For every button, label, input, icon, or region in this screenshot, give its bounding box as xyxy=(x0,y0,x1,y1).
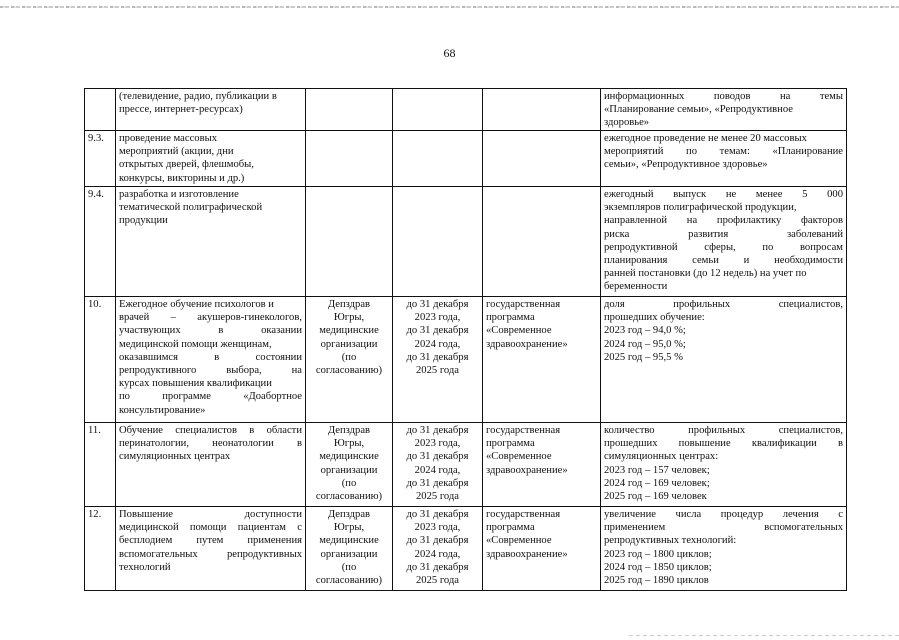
cell-text-line: бесплодием путем применения xyxy=(119,535,302,547)
cell-text-line: программа xyxy=(486,312,535,324)
cell-text-line: технологий xyxy=(119,561,171,573)
row-number-cell: 9.3. xyxy=(85,131,116,187)
cell-text-line: продукции xyxy=(119,215,168,227)
page-number: 68 xyxy=(443,46,456,60)
cell-text-line: курсах повышения квалификации xyxy=(119,378,272,390)
cell-text-line: медицинские xyxy=(319,325,379,337)
cell-text-line: организации xyxy=(320,464,378,476)
funding-source-cell xyxy=(483,187,601,297)
deadline-cell xyxy=(393,297,483,423)
deadline-cell xyxy=(393,507,483,591)
cell-text-line: 2025 год – 1890 циклов xyxy=(604,575,709,587)
cell-text-line: беременности xyxy=(604,281,668,293)
cell-text-line: здравоохранение» xyxy=(486,338,568,350)
cell-text-line: перинатологии, неонатологии в xyxy=(119,438,302,450)
cell-text-line: 2024 года, xyxy=(414,548,461,560)
cell-text-line: организации xyxy=(320,338,378,350)
cell-text-line: разработка и изготовление xyxy=(119,189,239,200)
cell-text-line: 2023 год – 1800 циклов; xyxy=(604,548,712,560)
cell-text-line: до 31 декабря xyxy=(406,451,469,463)
cell-text-line: 2024 года, xyxy=(414,464,461,476)
cell-text-line: симуляционных центрах xyxy=(119,451,231,463)
measure-name-cell xyxy=(116,423,306,507)
cell-text-line: «Современное xyxy=(486,535,552,547)
cell-text-line: экземпляров полиграфической продукции, xyxy=(604,202,797,214)
measures-table xyxy=(84,88,847,591)
cell-text-line: до 31 декабря xyxy=(406,325,469,337)
cell-text-line: государственная xyxy=(486,425,561,436)
cell-text-line: государственная xyxy=(486,299,561,310)
cell-text-line: направленной на профилактику факторов xyxy=(604,215,843,227)
table-row xyxy=(85,187,847,297)
cell-text-line: 2025 года xyxy=(415,491,459,503)
responsible-cell xyxy=(306,423,393,507)
cell-text-line: 2024 года, xyxy=(414,338,461,350)
cell-text-line: прессе, интернет-ресурсах) xyxy=(119,104,243,116)
cell-text-line: открытых дверей, флешмобы, xyxy=(119,159,254,171)
row-number-cell: 12. xyxy=(85,507,116,591)
cell-text-line: 2024 год – 169 человек; xyxy=(604,477,710,489)
cell-text-line: симуляционных центрах: xyxy=(604,451,719,463)
cell-text-line: проведение массовых xyxy=(119,133,217,144)
cell-text-line: репродуктивной сферы, по вопросам xyxy=(604,241,843,253)
deadline-cell xyxy=(393,423,483,507)
cell-text-line: репродуктивного выбора, на xyxy=(119,365,302,377)
cell-text-line: здоровье» xyxy=(604,117,650,129)
cell-text-line: ежегодный выпуск не менее 5 000 xyxy=(604,189,843,200)
cell-text-line: 2023 года, xyxy=(414,312,461,324)
cell-text-line: «Современное xyxy=(486,325,552,337)
cell-text-line: 2023 года, xyxy=(414,438,461,450)
row-number-cell: 11. xyxy=(85,423,116,507)
cell-text-line: риска развития заболеваний xyxy=(604,228,843,240)
cell-text-line: 2023 год – 94,0 %; xyxy=(604,325,686,337)
cell-text-line: (по xyxy=(341,351,357,363)
row-number-cell xyxy=(85,89,116,131)
cell-text-line: прошедших повышение квалификации в xyxy=(604,438,843,450)
table-row xyxy=(85,423,847,507)
cell-text-line: медицинской помощи пациентам с xyxy=(119,522,302,534)
cell-text-line: организации xyxy=(320,548,378,560)
cell-text-line: планирования семьи и необходимости xyxy=(604,255,843,267)
cell-text-line: применением вспомогательных xyxy=(604,522,843,534)
result-indicator-cell xyxy=(601,187,847,297)
funding-source-cell xyxy=(483,131,601,187)
cell-text-line: количество профильных специалистов, xyxy=(604,425,843,436)
cell-text-line: Депздрав xyxy=(327,299,371,310)
cell-text-line: до 31 декабря xyxy=(406,509,469,520)
cell-text-line: конкурсы, викторины и др.) xyxy=(119,172,245,184)
cell-text-line: Югры, xyxy=(333,438,365,450)
funding-source-cell xyxy=(483,297,601,423)
table-row xyxy=(85,297,847,423)
cell-text-line: тематической полиграфической xyxy=(119,202,263,214)
cell-text-line: прошедших обучение: xyxy=(604,312,705,324)
cell-text-line: консультирование» xyxy=(119,404,206,416)
cell-text-line: Югры, xyxy=(333,312,365,324)
cell-text-line: до 31 декабря xyxy=(406,299,469,310)
funding-source-cell xyxy=(483,423,601,507)
cell-text-line: репродуктивных технологий: xyxy=(604,535,737,547)
measure-name-cell xyxy=(116,131,306,187)
cell-text-line: 2024 год – 1850 циклов; xyxy=(604,561,712,573)
deadline-cell xyxy=(393,187,483,297)
cell-text-line: 2023 год – 157 человек; xyxy=(604,464,710,476)
cell-text-line: Депздрав xyxy=(327,509,371,520)
cell-text-line: (телевидение, радио, публикации в xyxy=(119,91,277,102)
cell-text-line: «Современное xyxy=(486,451,552,463)
table-row xyxy=(85,89,847,131)
cell-text-line: Повышение доступности xyxy=(119,509,302,520)
cell-text-line: врачей – акушеров-гинекологов, xyxy=(119,312,302,324)
cell-text-line: 2025 года xyxy=(415,365,459,377)
cell-text-line: программа xyxy=(486,522,535,534)
measure-name-cell xyxy=(116,507,306,591)
cell-text-line: доля профильных специалистов, xyxy=(604,299,843,310)
result-indicator-cell xyxy=(601,131,847,187)
cell-text-line: (по xyxy=(341,477,357,489)
cell-text-line: 2023 года, xyxy=(414,522,461,534)
cell-text-line: здравоохранение» xyxy=(486,548,568,560)
row-number-cell: 9.4. xyxy=(85,187,116,297)
row-number-cell: 10. xyxy=(85,297,116,423)
responsible-cell xyxy=(306,187,393,297)
cell-text-line: Ежегодное обучение психологов и xyxy=(119,299,274,310)
deadline-cell xyxy=(393,89,483,131)
cell-text-line: 2025 год – 169 человек xyxy=(604,491,707,503)
cell-text-line: медицинской помощи женщинам, xyxy=(119,338,272,350)
cell-text-line: медицинские xyxy=(319,451,379,463)
cell-text-line: согласованию) xyxy=(315,365,383,377)
cell-text-line: ранней постановки (до 12 недель) на учет по xyxy=(604,268,807,280)
responsible-cell xyxy=(306,297,393,423)
cell-text-line: Депздрав xyxy=(327,425,371,436)
measure-name-cell xyxy=(116,187,306,297)
cell-text-line: государственная xyxy=(486,509,561,520)
cell-text-line: до 31 декабря xyxy=(406,561,469,573)
cell-text-line: здравоохранение» xyxy=(486,464,568,476)
cell-text-line: (по xyxy=(341,561,357,573)
result-indicator-cell xyxy=(601,297,847,423)
cell-text-line: до 31 декабря xyxy=(406,425,469,436)
measure-name-cell xyxy=(116,297,306,423)
cell-text-line: 2025 год – 95,5 % xyxy=(604,351,683,363)
responsible-cell xyxy=(306,507,393,591)
result-indicator-cell xyxy=(601,507,847,591)
cell-text-line: по программе «Доабортное xyxy=(119,391,302,403)
cell-text-line: ежегодное проведение не менее 20 массовых xyxy=(604,133,807,144)
cell-text-line: медицинские xyxy=(319,535,379,547)
deadline-cell xyxy=(393,131,483,187)
responsible-cell xyxy=(306,89,393,131)
cell-text-line: 2025 года xyxy=(415,575,459,587)
table-row xyxy=(85,131,847,187)
scan-edge-bottom xyxy=(629,635,899,636)
measure-name-cell xyxy=(116,89,306,131)
funding-source-cell xyxy=(483,89,601,131)
cell-text-line: семьи», «Репродуктивное здоровье» xyxy=(604,159,768,171)
cell-text-line: до 31 декабря xyxy=(406,535,469,547)
cell-text-line: информационных поводов на темы xyxy=(604,91,843,102)
cell-text-line: «Планирование семьи», «Репродуктивное xyxy=(604,104,793,116)
cell-text-line: 2024 год – 95,0 %; xyxy=(604,338,686,350)
funding-source-cell xyxy=(483,507,601,591)
cell-text-line: участвующих в оказании xyxy=(119,325,302,337)
cell-text-line: согласованию) xyxy=(315,575,383,587)
cell-text-line: увеличение числа процедур лечения с xyxy=(604,509,843,520)
cell-text-line: Югры, xyxy=(333,522,365,534)
cell-text-line: согласованию) xyxy=(315,491,383,503)
cell-text-line: до 31 декабря xyxy=(406,351,469,363)
cell-text-line: мероприятий по темам: «Планирование xyxy=(604,146,843,158)
scan-edge-top xyxy=(0,6,899,8)
cell-text-line: оказавшимся в состоянии xyxy=(119,351,302,363)
cell-text-line: программа xyxy=(486,438,535,450)
cell-text-line: вспомогательных репродуктивных xyxy=(119,548,302,560)
cell-text-line: до 31 декабря xyxy=(406,477,469,489)
cell-text-line: Обучение специалистов в области xyxy=(119,425,302,436)
result-indicator-cell xyxy=(601,89,847,131)
cell-text-line: мероприятий (акции, дни xyxy=(119,146,234,158)
table-row xyxy=(85,507,847,591)
responsible-cell xyxy=(306,131,393,187)
result-indicator-cell xyxy=(601,423,847,507)
